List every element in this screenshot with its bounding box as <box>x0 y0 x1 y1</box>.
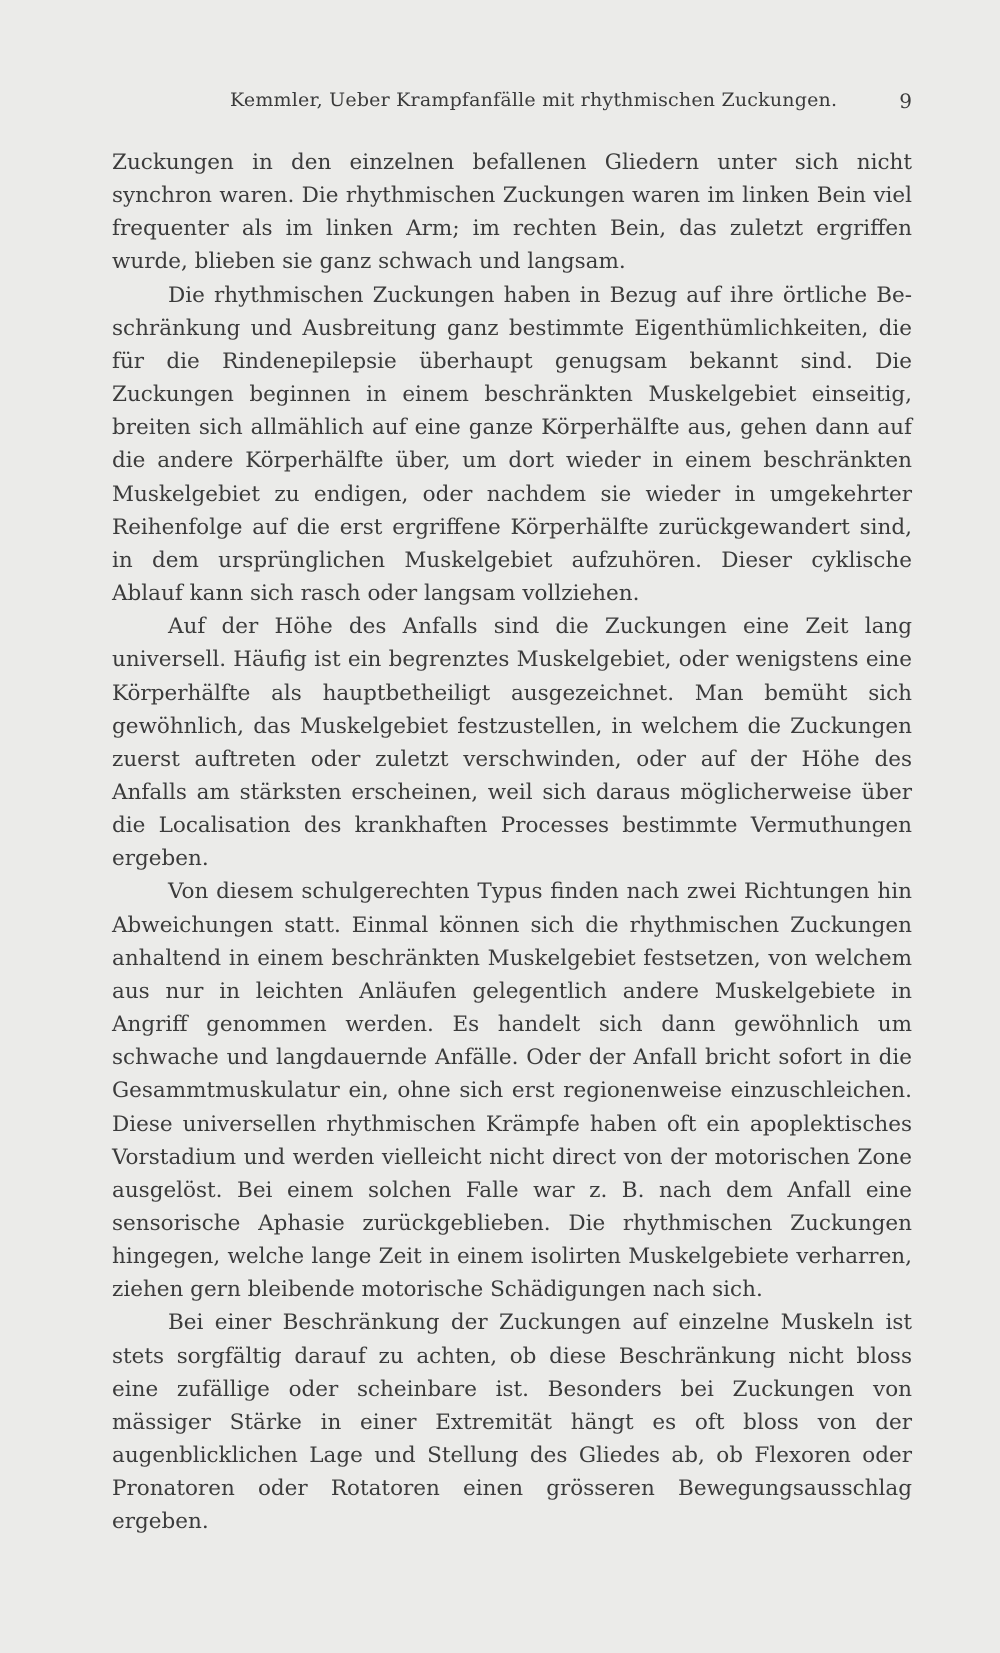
paragraph: Von diesem schulgerechten Typus finden nach zwei Richtungen hin Abweichungen statt. Einmal können sich die rhythmischen Zuckungen anhaltend in einem beschränkten Muskelgebiet festsetzen, von welchem aus nur in leichten Anläufen gelegentlich andere Muskelgebiete in Angriff genommen werden. Es handelt sich dann gewöhnlich um schwache und langdauernde Anfälle. Oder der Anfall bricht sofort in die Gesammtmuskulatur ein, ohne sich erst regionenweise einzuschleichen. Diese universellen rhythmischen Krämpfe haben oft ein apoplektisches Vorstadium und werden vielleicht nicht direct von der motorischen Zone ausgelöst. Bei einem solchen Falle war z. B. nach dem Anfall eine sensorische Aphasie zurückgeblieben. Die rhythmischen Zuckungen hingegen, welche lange Zeit in einem isolirten Muskelgebiete verharren, ziehen gern bleibende motorische Schädigungen nach sich. <box>112 879 912 1303</box>
paragraph: Zuckungen in den einzelnen befallenen Gliedern unter sich nicht synchron waren. Die rhythmischen Zuckungen waren im linken Bein viel frequenter als im linken Arm; im rechten Bein, das zuletzt ergriffen wurde, blieben sie ganz schwach und langsam. <box>112 150 912 275</box>
paragraph: Die rhythmischen Zuckungen haben in Bezug auf ihre örtliche Beschränkung und Ausbreitung ganz bestimmte Eigenthümlichkeiten, die für die Rindenepilepsie überhaupt genugsam bekannt sind. Die Zuckungen beginnen in einem beschränkten Muskelgebiet einseitig, breiten sich allmählich auf eine ganze Körperhälfte aus, gehen dann auf die andere Körperhälfte über, um dort wieder in einem beschränkten Muskelgebiet zu endigen, oder nachdem sie wieder in umgekehrter Reihenfolge auf die erst ergriffene Körperhälfte zurückgewandert sind, in dem ursprünglichen Muskelgebiet aufzuhören. Dieser cyklische Ablauf kann sich rasch oder langsam vollziehen. <box>112 282 912 607</box>
paragraph: Bei einer Beschränkung der Zuckungen auf einzelne Muskeln ist stets sorgfältig darauf zu achten, ob diese Beschränkung nicht bloss eine zufällige oder scheinbare ist. Besonders bei Zuckungen von mässiger Stärke in einer Extremität hängt es oft bloss von der augenblicklichen Lage und Stellung des Gliedes ab, ob Flexoren oder Pronatoren oder Rotatoren einen grösseren Bewegungsausschlag ergeben. <box>112 1310 912 1535</box>
page-number: 9 <box>899 89 912 113</box>
running-head: Kemmler, Ueber Krampfanfälle mit rhythmischen Zuckungen. <box>230 89 838 111</box>
paragraph: Auf der Höhe des Anfalls sind die Zuckungen eine Zeit lang universell. Häufig ist ein begrenztes Muskelgebiet, oder wenigstens eine Körperhälfte als hauptbetheiligt ausgezeichnet. Man bemüht sich gewöhnlich, das Muskelgebiet festzustellen, in welchem die Zuckungen zuerst auftreten oder zuletzt verschwinden, oder auf der Höhe des Anfalls am stärksten erscheinen, weil sich daraus möglicherweise über die Localisation des krankhaften Processes bestimmte Vermuthungen ergeben. <box>112 614 912 872</box>
page-header <box>112 89 912 119</box>
body-text <box>112 146 912 1539</box>
